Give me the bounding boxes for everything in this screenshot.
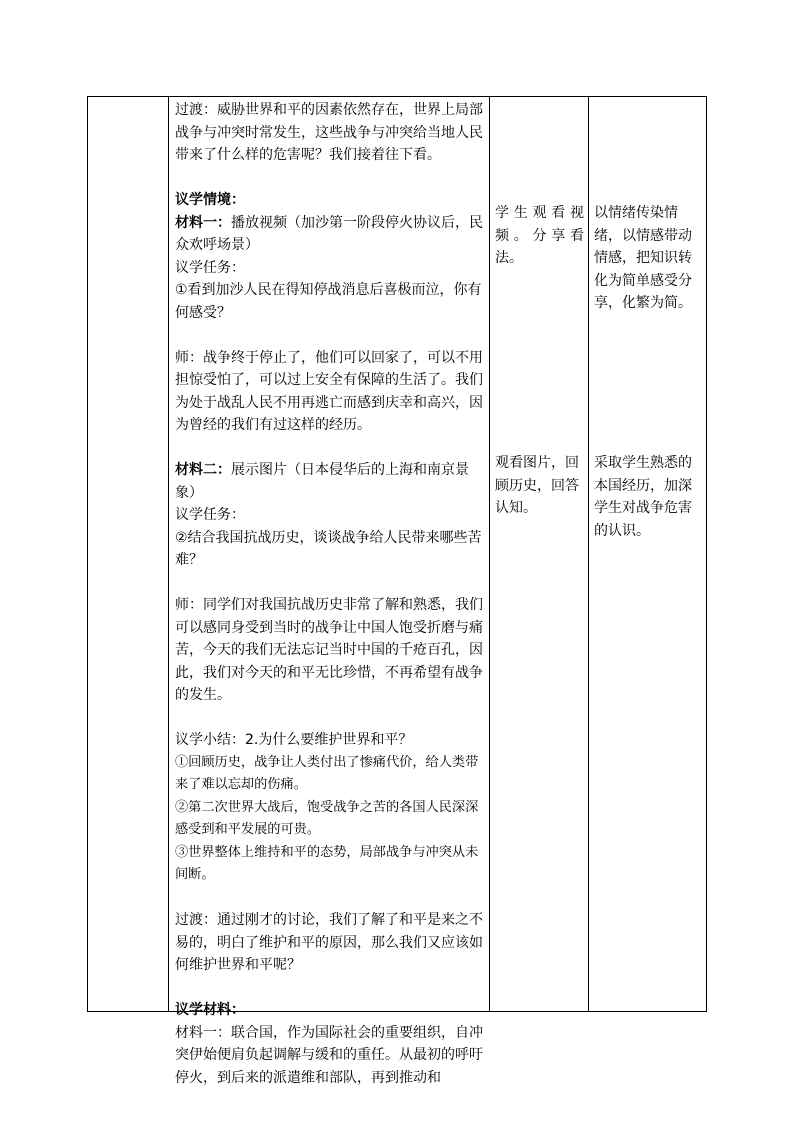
design-intent-one: 以情绪传染情绪，以情感带动情感，把知识转化为简单感受分享，化繁为简。	[594, 205, 692, 311]
transition-text: 过渡：通过刚才的讨论，我们了解了和平是来之不易的，明白了维护和平的原因，那么我们又应该如何维护世界和平呢？	[175, 912, 483, 973]
material-one	[175, 212, 484, 257]
summary-item: ②第二次世界大战后，饱受战争之苦的各国人民深深感受到和平发展的可贵。	[175, 799, 479, 837]
material-one-text: 播放视频（加沙第一阶段停火协议后，民众欢呼场景）	[175, 214, 483, 253]
task-one-label: 议学任务：	[175, 259, 245, 276]
material-one-label: 材料一：	[175, 214, 231, 231]
transition-text: 过渡：威胁世界和平的因素依然存在，世界上局部战争与冲突时常发生，这些战争与冲突给当地人民带来了什么样的危害呢？我们接着往下看。	[175, 102, 483, 163]
material-two-text: 展示图片（日本侵华后的上海和南京景象）	[175, 462, 469, 501]
summary-item: ③世界整体上维持和平的态势，局部战争与冲突从未间断。	[175, 844, 479, 882]
summary-title: 议学小结：2.为什么要维护世界和平？	[175, 732, 413, 748]
task-one-text: ①看到加沙人民在得知停战消息后喜极而泣，你有何感受？	[175, 282, 482, 321]
summary-item: ①回顾历史，战争让人类付出了惨痛代价，给人类带来了难以忘却的伤痛。	[175, 754, 479, 792]
student-activity-one: 学生观看视频。分享看法。	[495, 205, 584, 266]
teacher-remark-two: 师：同学们对我国抗战历史非常了解和熟悉，我们可以感同身受到当时的战争让中国人饱受折磨与痛苦，今天的我们无法忘记当时中国的千疮百孔，因此，我们对今天的和平无比珍惜，不再希望有战争的发生。	[175, 597, 483, 703]
design-intent-two: 采取学生熟悉的本国经历，加深学生对战争危害的认识。	[594, 455, 692, 539]
stage-column	[88, 97, 168, 1011]
material-section-title: 议学材料：	[175, 1002, 245, 1018]
material-two	[175, 459, 484, 504]
task-two-label: 议学任务：	[175, 507, 245, 523]
student-activity-column	[490, 97, 588, 1011]
un-material-text: 材料一：联合国，作为国际社会的重要组织，自冲突伊始便肩负起调解与缓和的重任。从最初的呼吁停火，到后来的派遣维和部队，再到推动和	[175, 1024, 483, 1086]
lesson-plan-table	[87, 96, 707, 1086]
task-two-text: ②结合我国抗战历史，谈谈战争给人民带来哪些苦难？	[175, 529, 482, 568]
design-intent-column	[589, 97, 707, 1011]
student-activity-two: 观看图片，回顾历史，回答认知。	[495, 455, 579, 516]
teacher-remark-one: 师：战争终于停止了，他们可以回家了，可以不用担惊受怕了，可以过上安全有保障的生活了。我们为处于战乱人民不用再逃亡而感到庆幸和高兴，因为曾经的我们有过这样的经历。	[175, 349, 483, 433]
material-two-label: 材料二：	[175, 462, 231, 478]
teacher-activity-column	[169, 97, 489, 1086]
scenario-title: 议学情境：	[175, 192, 245, 208]
